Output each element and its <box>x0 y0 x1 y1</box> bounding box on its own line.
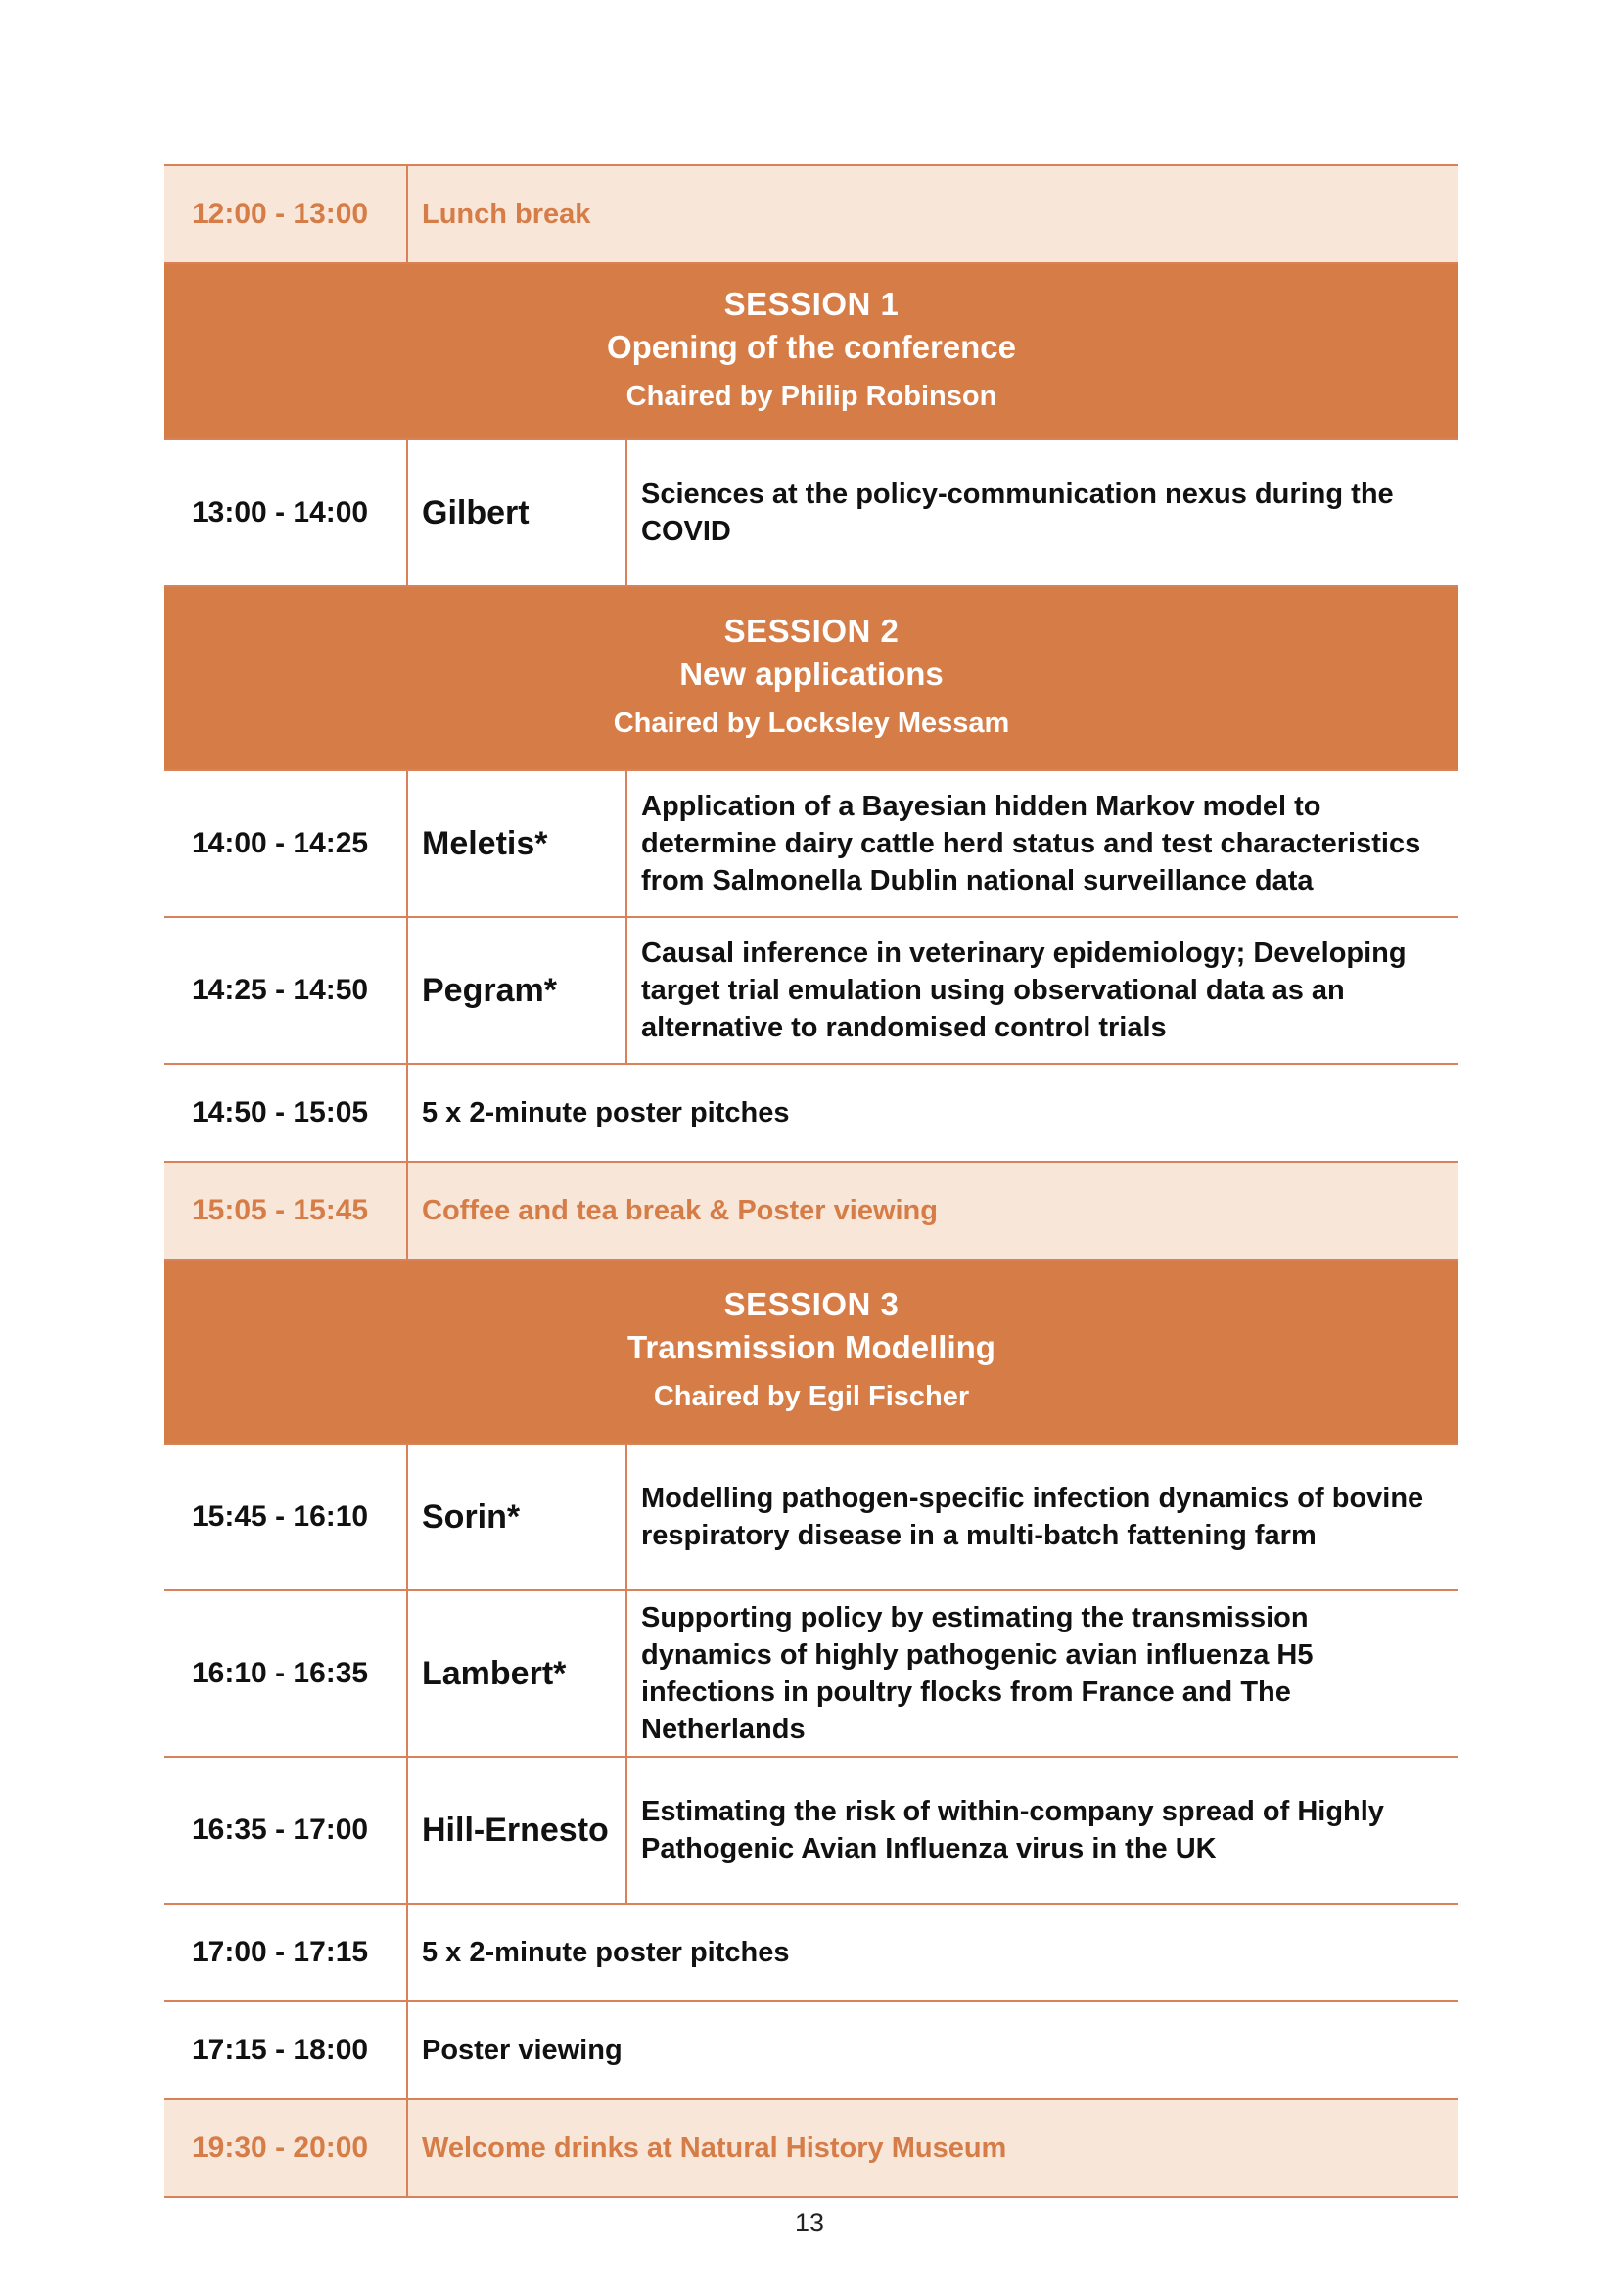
talk-row <box>164 1757 1458 1904</box>
time-cell: 13:00 - 14:00 <box>164 439 407 586</box>
time-cell: 12:00 - 13:00 <box>164 165 407 263</box>
session-chair: Chaired by Egil Fischer <box>653 1381 970 1412</box>
speaker-name: Pegram* <box>407 917 626 1064</box>
talk-title: Estimating the risk of within-company spread of Highly Pathogenic Avian Influenza virus in the UK <box>626 1757 1458 1904</box>
talk-row <box>164 1444 1458 1590</box>
talk-row <box>164 439 1458 586</box>
session-header-1 <box>164 263 1458 439</box>
agenda-row <box>164 1904 1458 2001</box>
speaker-name: Hill-Ernesto <box>407 1757 626 1904</box>
speaker-name: Meletis* <box>407 770 626 917</box>
break-row-lunch <box>164 165 1458 263</box>
time-cell: 17:15 - 18:00 <box>164 2001 407 2099</box>
agenda-row <box>164 2001 1458 2099</box>
time-cell: 19:30 - 20:00 <box>164 2099 407 2197</box>
agenda-row <box>164 1064 1458 1162</box>
agenda-label: Poster viewing <box>407 2001 1458 2099</box>
session-title: Opening of the conference <box>606 329 1017 365</box>
page-number: 13 <box>794 2208 825 2237</box>
time-cell: 15:05 - 15:45 <box>164 1162 407 1260</box>
break-row-coffee <box>164 1162 1458 1260</box>
session-header-2 <box>164 586 1458 770</box>
talk-title: Causal inference in veterinary epidemiology; Developing target trial emulation using observational data as an alternative to randomised control trials <box>626 917 1458 1064</box>
time-cell: 16:10 - 16:35 <box>164 1590 407 1757</box>
talk-row <box>164 917 1458 1064</box>
talk-title: Modelling pathogen-specific infection dynamics of bovine respiratory disease in a multi-batch fattening farm <box>626 1444 1458 1590</box>
time-cell: 17:00 - 17:15 <box>164 1904 407 2001</box>
talk-title: Sciences at the policy-communication nexus during the COVID <box>626 439 1458 586</box>
session-number: SESSION 2 <box>723 613 900 649</box>
session-chair: Chaired by Philip Robinson <box>625 381 997 412</box>
agenda-label: 5 x 2-minute poster pitches <box>407 1064 1458 1162</box>
schedule-table <box>164 164 1458 2198</box>
time-cell: 14:00 - 14:25 <box>164 770 407 917</box>
break-row-welcome-drinks <box>164 2099 1458 2197</box>
session-number: SESSION 1 <box>723 286 900 322</box>
time-cell: 14:25 - 14:50 <box>164 917 407 1064</box>
talk-row <box>164 1590 1458 1757</box>
talk-row <box>164 770 1458 917</box>
session-number: SESSION 3 <box>723 1286 900 1322</box>
break-label: Coffee and tea break & Poster viewing <box>407 1162 1458 1260</box>
speaker-name: Sorin* <box>407 1444 626 1590</box>
break-label: Lunch break <box>407 165 1458 263</box>
session-chair: Chaired by Locksley Messam <box>613 708 1010 739</box>
session-title: Transmission Modelling <box>627 1329 995 1365</box>
agenda-label: 5 x 2-minute poster pitches <box>407 1904 1458 2001</box>
talk-title: Application of a Bayesian hidden Markov model to determine dairy cattle herd status and test characteristics from Salmonella Dublin national surveillance data <box>626 770 1458 917</box>
speaker-name: Gilbert <box>407 439 626 586</box>
speaker-name: Lambert* <box>407 1590 626 1757</box>
break-label: Welcome drinks at Natural History Museum <box>407 2099 1458 2197</box>
time-cell: 16:35 - 17:00 <box>164 1757 407 1904</box>
session-title: New applications <box>679 656 944 692</box>
time-cell: 15:45 - 16:10 <box>164 1444 407 1590</box>
session-header-3 <box>164 1260 1458 1444</box>
time-cell: 14:50 - 15:05 <box>164 1064 407 1162</box>
talk-title: Supporting policy by estimating the transmission dynamics of highly pathogenic avian influenza H5 infections in poultry flocks from France and The Netherlands <box>626 1590 1458 1757</box>
